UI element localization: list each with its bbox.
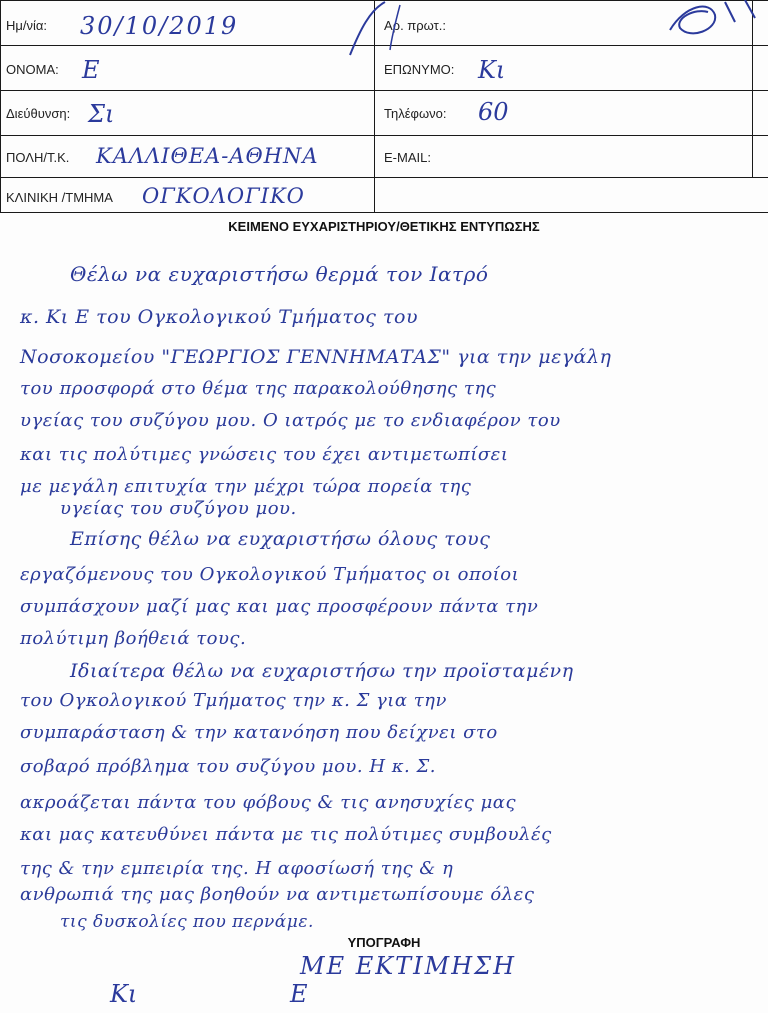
rule [0,135,768,136]
phone-value: 60 [478,98,509,126]
letter-line: κ. Κι Ε του Ογκολογικού Τμήματος του [20,306,418,328]
address-value: Σι [88,100,115,128]
letter-line: σοβαρό πρόβλημα του συζύγου μου. Η κ. Σ. [20,756,436,777]
surname-label: ΕΠΩΝΥΜΟ: [384,62,455,77]
signature-name-2: Ε [290,980,308,1008]
rule [0,212,768,213]
date-label: Ημ/νία: [6,18,48,33]
letter-line: συμπάσχουν μαζί μας και μας προσφέρουν πάντα την [20,596,539,617]
letter-line: και τις πολύτιμες γνώσεις του έχει αντιμετωπίσει [20,444,509,465]
letter-line: υγείας του συζύγου μου. [60,498,297,519]
city-label: ΠΟΛΗ/Τ.Κ. [6,150,70,165]
surname-value: Κι [478,56,506,84]
name-label: ΟΝΟΜΑ: [6,62,59,77]
signature-title: ΥΠΟΓΡΑΦΗ [347,935,421,950]
rule [0,0,1,212]
letter-line: υγείας του συζύγου μου. Ο ιατρός με το ενδιαφέρον του [20,410,561,431]
clinic-label: ΚΛΙΝΙΚΗ /ΤΜΗΜΑ [6,190,113,205]
rule [0,177,768,178]
address-label: Διεύθυνση: [6,106,71,121]
letter-line: συμπαράσταση & την κατανόηση που δείχνει στο [20,722,498,743]
signature-name-1: Κι [110,980,138,1008]
letter-line: Ιδιαίτερα θέλω να ευχαριστήσω την προϊσταμένη [70,660,574,682]
letter-line: Νοσοκομείου "ΓΕΩΡΓΙΟΣ ΓΕΝΝΗΜΑΤΑΣ" για την μεγάλη [20,346,612,368]
letter-line: ανθρωπιά της μας βοηθούν να αντιμετωπίσουμε όλες [20,884,535,905]
letter-line: πολύτιμη βοήθειά τους. [20,628,247,649]
date-value: 30/10/2019 [80,12,239,40]
protocol-label: Αρ. πρωτ.: [384,18,446,33]
letter-line: του Ογκολογικού Τμήματος την κ. Σ για την [20,690,447,711]
letter-line: τις δυσκολίες που περνάμε. [60,912,314,932]
letter-line: και μας κατευθύνει πάντα με τις πολύτιμες συμβουλές [20,824,552,845]
signature-text: ΜΕ ΕΚΤΙΜΗΣΗ [300,952,517,980]
rule [0,90,768,91]
city-value: ΚΑΛΛΙΘΕΑ-ΑΘΗΝΑ [96,144,319,168]
email-label: E-MAIL: [384,150,431,165]
letter-line: με μεγάλη επιτυχία την μέχρι τώρα πορεία της [20,476,472,497]
letter-line: ακροάζεται πάντα του φόβους & τις ανησυχίες μας [20,792,517,813]
letter-line: εργαζόμενους του Ογκολογικού Τμήματος οι οποίοι [20,564,520,585]
letter-line: του προσφορά στο θέμα της παρακολούθησης της [20,378,497,399]
clinic-value: ΟΓΚΟΛΟΓΙΚΟ [142,184,305,208]
name-value: Ε [82,56,100,84]
section-title: ΚΕΙΜΕΝΟ ΕΥΧΑΡΙΣΤΗΡΙΟΥ/ΘΕΤΙΚΗΣ ΕΝΤΥΠΩΣΗΣ [228,219,540,234]
letter-line: Θέλω να ευχαριστήσω θερμά τον Ιατρό [70,262,489,286]
letter-line: της & την εμπειρία της. Η αφοσίωσή της & η [20,858,454,879]
phone-label: Τηλέφωνο: [384,106,447,121]
signature-scribble-icon [330,0,768,60]
letter-line: Επίσης θέλω να ευχαριστήσω όλους τους [70,528,491,550]
